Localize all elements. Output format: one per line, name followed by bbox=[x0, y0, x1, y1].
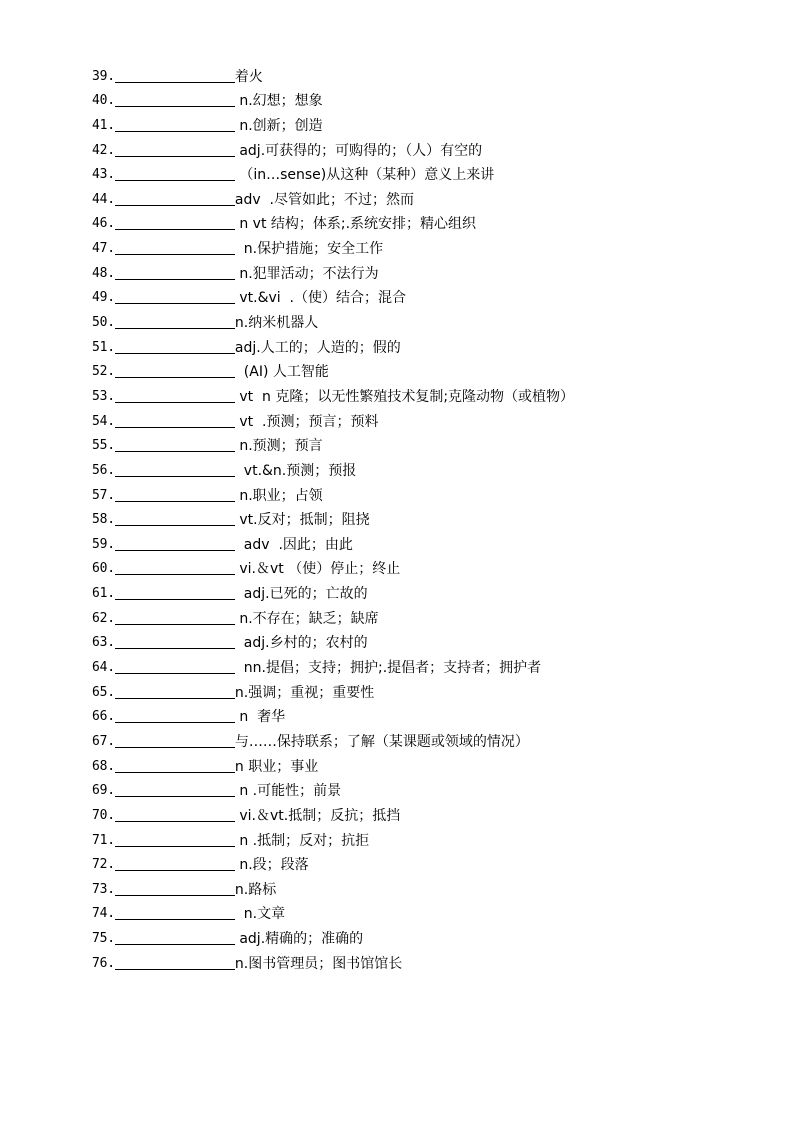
definition-text: (AI) 人工智能 bbox=[234, 364, 329, 381]
answer-blank[interactable] bbox=[115, 733, 235, 748]
definition-text: 与……保持联系；了解（某课题或领域的情况） bbox=[234, 733, 529, 750]
definition-text: n .可能性；前景 bbox=[234, 783, 342, 800]
definition-text: adj.精确的；准确的 bbox=[234, 931, 364, 948]
item-number: 39. bbox=[92, 68, 115, 84]
item-number: 65. bbox=[92, 684, 115, 700]
answer-blank[interactable] bbox=[115, 413, 235, 428]
definition-text: adv .因此；由此 bbox=[234, 536, 353, 553]
vocab-row bbox=[92, 184, 772, 209]
item-number: 51. bbox=[92, 339, 115, 355]
item-number: 47. bbox=[92, 241, 115, 257]
vocab-row bbox=[92, 578, 772, 603]
vocab-row bbox=[92, 505, 772, 530]
answer-blank[interactable] bbox=[115, 191, 235, 206]
definition-text: adj.已死的；亡故的 bbox=[234, 586, 368, 603]
item-number: 59. bbox=[92, 536, 115, 552]
vocab-row bbox=[92, 357, 772, 382]
vocab-row bbox=[92, 61, 772, 86]
vocab-row bbox=[92, 160, 772, 185]
answer-blank[interactable] bbox=[115, 905, 235, 920]
vocab-row bbox=[92, 825, 772, 850]
answer-blank[interactable] bbox=[115, 560, 235, 575]
answer-blank[interactable] bbox=[115, 462, 235, 477]
answer-blank[interactable] bbox=[115, 92, 235, 107]
item-number: 73. bbox=[92, 881, 115, 897]
vocab-row bbox=[92, 899, 772, 924]
answer-blank[interactable] bbox=[115, 955, 235, 970]
item-number: 76. bbox=[92, 955, 115, 971]
definition-text: nn.提倡；支持；拥护;.提倡者；支持者；拥护者 bbox=[234, 660, 542, 677]
vocab-row bbox=[92, 283, 772, 308]
item-number: 72. bbox=[92, 857, 115, 873]
definition-text: vi.＆vt （使）停止；终止 bbox=[234, 561, 401, 578]
definition-text: n 奢华 bbox=[234, 709, 286, 726]
vocab-row bbox=[92, 233, 772, 258]
definition-text: adj.人工的；人造的；假的 bbox=[234, 339, 401, 356]
vocab-row bbox=[92, 554, 772, 579]
answer-blank[interactable] bbox=[115, 634, 235, 649]
answer-blank[interactable] bbox=[115, 832, 235, 847]
item-number: 64. bbox=[92, 660, 115, 676]
answer-blank[interactable] bbox=[115, 807, 235, 822]
answer-blank[interactable] bbox=[115, 856, 235, 871]
definition-text: n.文章 bbox=[234, 906, 286, 923]
answer-blank[interactable] bbox=[115, 881, 235, 896]
answer-blank[interactable] bbox=[115, 68, 235, 83]
definition-text: n.幻想；想象 bbox=[234, 93, 323, 110]
item-number: 46. bbox=[92, 216, 115, 232]
item-number: 67. bbox=[92, 733, 115, 749]
definition-text: n.保护措施；安全工作 bbox=[234, 241, 384, 258]
answer-blank[interactable] bbox=[115, 610, 235, 625]
answer-blank[interactable] bbox=[115, 684, 235, 699]
answer-blank[interactable] bbox=[115, 117, 235, 132]
vocab-row bbox=[92, 455, 772, 480]
definition-text: n.不存在；缺乏；缺席 bbox=[234, 610, 379, 627]
item-number: 71. bbox=[92, 832, 115, 848]
vocab-row bbox=[92, 702, 772, 727]
vocab-row bbox=[92, 135, 772, 160]
vocab-row bbox=[92, 923, 772, 948]
definition-text: n.创新；创造 bbox=[234, 117, 323, 134]
item-number: 40. bbox=[92, 93, 115, 109]
vocab-row bbox=[92, 480, 772, 505]
answer-blank[interactable] bbox=[115, 142, 235, 157]
vocab-row bbox=[92, 948, 772, 973]
vocabulary-worksheet bbox=[92, 61, 772, 973]
definition-text: n.段；段落 bbox=[234, 857, 309, 874]
item-number: 70. bbox=[92, 807, 115, 823]
definition-text: n.犯罪活动；不法行为 bbox=[234, 265, 379, 282]
definition-text: adj.乡村的；农村的 bbox=[234, 635, 368, 652]
definition-text: vt .预测；预言；预料 bbox=[234, 413, 379, 430]
definition-text: 着火 bbox=[234, 68, 263, 85]
vocab-row bbox=[92, 850, 772, 875]
vocab-row bbox=[92, 209, 772, 234]
definition-text: adj.可获得的；可购得的；（人）有空的 bbox=[234, 142, 483, 159]
vocab-row bbox=[92, 406, 772, 431]
definition-text: vi.＆vt.抵制；反抗；抵挡 bbox=[234, 807, 401, 824]
item-number: 63. bbox=[92, 635, 115, 651]
vocab-row bbox=[92, 874, 772, 899]
answer-blank[interactable] bbox=[115, 265, 235, 280]
answer-blank[interactable] bbox=[115, 240, 235, 255]
definition-text: vt.&vi .（使）结合；混合 bbox=[234, 290, 407, 307]
answer-blank[interactable] bbox=[115, 536, 235, 551]
item-number: 53. bbox=[92, 388, 115, 404]
answer-blank[interactable] bbox=[115, 437, 235, 452]
answer-blank[interactable] bbox=[115, 708, 235, 723]
definition-text: n.图书管理员；图书馆馆长 bbox=[234, 955, 403, 972]
item-number: 60. bbox=[92, 561, 115, 577]
answer-blank[interactable] bbox=[115, 511, 235, 526]
definition-text: adv .尽管如此；不过；然而 bbox=[234, 191, 414, 208]
answer-blank[interactable] bbox=[115, 659, 235, 674]
answer-blank[interactable] bbox=[115, 166, 235, 181]
definition-text: n .抵制；反对；抗拒 bbox=[234, 832, 370, 849]
item-number: 44. bbox=[92, 191, 115, 207]
item-number: 52. bbox=[92, 364, 115, 380]
vocab-row bbox=[92, 751, 772, 776]
definition-text: vt n 克隆；以无性繁殖技术复制;克隆动物（或植物） bbox=[234, 388, 575, 405]
answer-blank[interactable] bbox=[115, 758, 235, 773]
vocab-row bbox=[92, 677, 772, 702]
vocab-row bbox=[92, 603, 772, 628]
item-number: 54. bbox=[92, 413, 115, 429]
vocab-row bbox=[92, 86, 772, 111]
vocab-row bbox=[92, 628, 772, 653]
item-number: 62. bbox=[92, 610, 115, 626]
definition-text: vt.&n.预测；预报 bbox=[234, 462, 357, 479]
vocab-row bbox=[92, 431, 772, 456]
item-number: 58. bbox=[92, 512, 115, 528]
vocab-row bbox=[92, 258, 772, 283]
item-number: 69. bbox=[92, 783, 115, 799]
answer-blank[interactable] bbox=[115, 289, 235, 304]
vocab-row bbox=[92, 110, 772, 135]
answer-blank[interactable] bbox=[115, 487, 235, 502]
item-number: 61. bbox=[92, 586, 115, 602]
item-number: 56. bbox=[92, 462, 115, 478]
vocab-row bbox=[92, 726, 772, 751]
answer-blank[interactable] bbox=[115, 930, 235, 945]
item-number: 49. bbox=[92, 290, 115, 306]
answer-blank[interactable] bbox=[115, 314, 235, 329]
item-number: 50. bbox=[92, 315, 115, 331]
answer-blank[interactable] bbox=[115, 215, 235, 230]
vocab-row bbox=[92, 307, 772, 332]
item-number: 43. bbox=[92, 167, 115, 183]
definition-text: （in…sense)从这种（某种）意义上来讲 bbox=[234, 167, 495, 184]
answer-blank[interactable] bbox=[115, 388, 235, 403]
item-number: 41. bbox=[92, 117, 115, 133]
item-number: 68. bbox=[92, 758, 115, 774]
answer-blank[interactable] bbox=[115, 363, 235, 378]
item-number: 75. bbox=[92, 931, 115, 947]
definition-text: n vt 结构；体系;.系统安排；精心组织 bbox=[234, 216, 477, 233]
vocab-row bbox=[92, 529, 772, 554]
answer-blank[interactable] bbox=[115, 585, 235, 600]
definition-text: n 职业；事业 bbox=[234, 758, 319, 775]
item-number: 42. bbox=[92, 142, 115, 158]
vocab-row bbox=[92, 332, 772, 357]
definition-text: n.强调；重视；重要性 bbox=[234, 684, 375, 701]
vocab-row bbox=[92, 776, 772, 801]
vocab-row bbox=[92, 652, 772, 677]
item-number: 57. bbox=[92, 487, 115, 503]
definition-text: vt.反对；抵制；阻挠 bbox=[234, 512, 370, 529]
item-number: 55. bbox=[92, 438, 115, 454]
item-number: 48. bbox=[92, 265, 115, 281]
answer-blank[interactable] bbox=[115, 782, 235, 797]
answer-blank[interactable] bbox=[115, 339, 235, 354]
vocab-row bbox=[92, 800, 772, 825]
vocab-row bbox=[92, 381, 772, 406]
definition-text: n.职业；占领 bbox=[234, 487, 323, 504]
definition-text: n.路标 bbox=[234, 881, 277, 898]
definition-text: n.预测；预言 bbox=[234, 438, 323, 455]
item-number: 74. bbox=[92, 906, 115, 922]
definition-text: n.纳米机器人 bbox=[234, 315, 319, 332]
item-number: 66. bbox=[92, 709, 115, 725]
